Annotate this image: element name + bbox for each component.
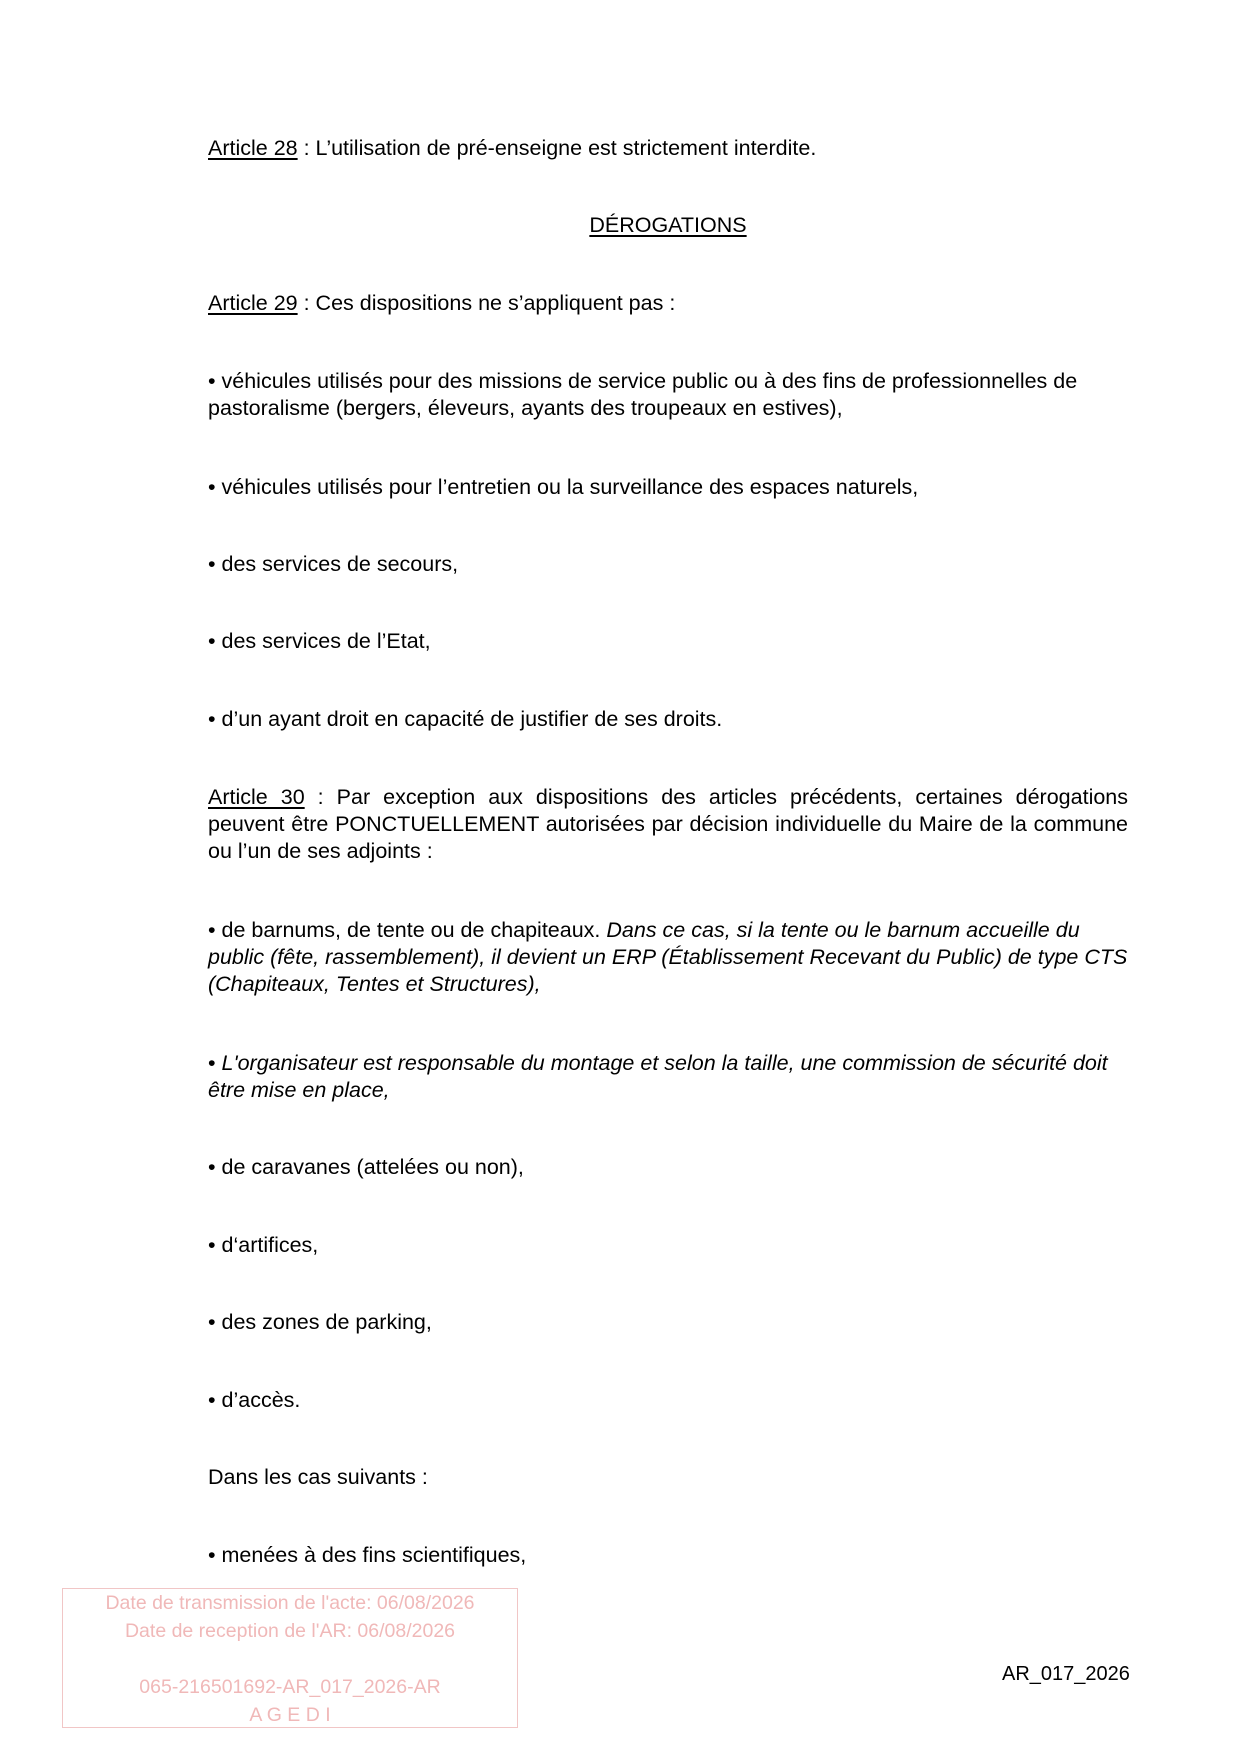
list-item: • d’accès. xyxy=(208,1388,301,1412)
organiser-detail: L'organisateur est responsable du montage et selon la taille, une commission de sécurité doit être mise en place, xyxy=(208,1051,1108,1102)
list-item-barnums xyxy=(208,917,1128,998)
list-item: • des services de l’Etat, xyxy=(208,629,431,653)
list-item: • véhicules utilisés pour des missions de service public ou à des fins de professionnelles de pastoralisme (bergers, éleveurs, ayants des troupeaux en estives), xyxy=(208,369,1078,420)
article-29-label: Article 29 xyxy=(208,291,298,315)
stamp-act-id: 065-216501692-AR_017_2026-AR xyxy=(139,1676,441,1698)
article-28 xyxy=(208,135,1128,162)
stamp-transmission-date: Date de transmission de l'acte: 06/08/2026 xyxy=(105,1592,475,1614)
article-28-text: : L’utilisation de pré-enseigne est strictement interdite. xyxy=(297,136,817,160)
article-29 xyxy=(208,290,1128,317)
list-item: • de caravanes (attelées ou non), xyxy=(208,1155,524,1179)
section-title: DÉROGATIONS xyxy=(589,213,747,237)
list-item: • d’un ayant droit en capacité de justifier de ses droits. xyxy=(208,707,723,731)
article-30 xyxy=(208,784,1128,865)
list-item: • des zones de parking, xyxy=(208,1310,432,1334)
article-29-text: : Ces dispositions ne s’appliquent pas : xyxy=(297,291,676,315)
stamp-org: A G E D I xyxy=(249,1704,331,1726)
transmission-stamp xyxy=(62,1588,518,1728)
article-30-text: : Par exception aux dispositions des articles précédents, certaines dérogations peuvent être PONCTUELLEMENT autorisées par décision individuelle du Maire de la commune ou l’un de ses adjoints : xyxy=(208,785,1129,863)
list-item: • véhicules utilisés pour l’entretien ou la surveillance des espaces naturels, xyxy=(208,475,919,499)
list-item: • menées à des fins scientifiques, xyxy=(208,1543,527,1567)
page-reference: AR_017_2026 xyxy=(1002,1663,1130,1685)
barnum-lead: • de barnums, de tente ou de chapiteaux. xyxy=(208,918,607,942)
stamp-reception-date: Date de reception de l'AR: 06/08/2026 xyxy=(124,1620,456,1642)
article-28-label: Article 28 xyxy=(208,136,298,160)
list-item-organiser xyxy=(208,1050,1128,1104)
list-item: • d‘artifices, xyxy=(208,1233,319,1257)
list-item: • des services de secours, xyxy=(208,552,459,576)
organiser-bullet: • xyxy=(208,1051,222,1075)
cases-intro: Dans les cas suivants : xyxy=(208,1465,428,1489)
barnum-detail: Dans ce cas, si la tente ou le barnum accueille du public (fête, rassemblement), il devient un ERP (Établissement Recevant du Public) de type CTS (Chapiteaux, Tentes et Structures), xyxy=(208,918,1128,996)
article-30-label: Article 30 xyxy=(208,785,305,809)
